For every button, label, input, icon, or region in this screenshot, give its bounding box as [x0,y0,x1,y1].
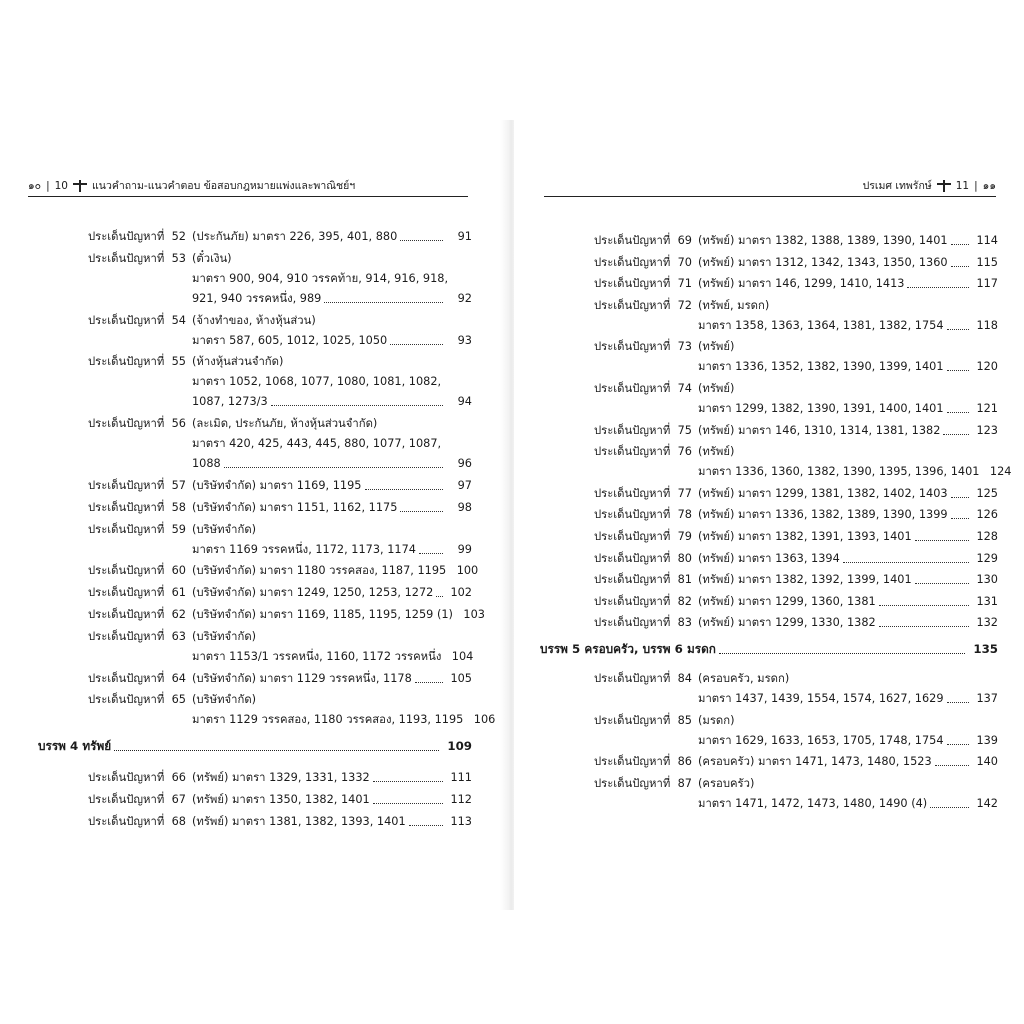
entry-page: 114 [976,234,998,247]
entry-text: 1088 [192,457,221,471]
entry-text: มาตรา 1153/1 วรรคหนึ่ง, 1160, 1172 วรรคหนึ่ง [192,649,442,663]
toc-entry [88,771,472,785]
right-header-rule [544,196,996,197]
entry-number: 57 [171,479,186,492]
entry-page: 126 [976,508,998,522]
toc-entry [594,424,998,438]
entry-text: มาตรา 587, 605, 1012, 1025, 1050 [192,333,388,347]
entry-text: (ทรัพย์) มาตรา 1350, 1382, 1401 [192,793,370,806]
toc-entry [594,616,998,630]
dot-leader [415,681,443,683]
entry-label: ประเด็นปัญหาที่ [88,500,165,514]
dot-leader [843,561,969,563]
dot-leader [114,749,439,751]
entry-text: (ทรัพย์) มาตรา 1329, 1331, 1332 [192,771,370,785]
entry-text: (บริษัทจำกัด) [192,693,257,707]
entry-label: ประเด็นปัญหาที่ [88,564,165,578]
toc-entry-continuation [192,457,472,471]
author-name: ปรเมศ เทพรักษ์ [862,180,932,192]
entry-label: ประเด็นปัญหาที่ [594,277,671,291]
toc-entry-continuation [698,402,998,416]
entry-page: 102 [450,586,472,600]
entry-text: มาตรา 1052, 1068, 1077, 1080, 1081, 1082, [192,375,442,389]
right-page-number-thai: ๑๑ [982,180,996,192]
entry-page: 142 [976,796,998,810]
entry-number: 70 [677,255,692,269]
entry-label: ประเด็นปัญหาที่ [88,417,165,431]
entry-text: (ทรัพย์) มาตรา 1312, 1342, 1343, 1350, 1360 [698,255,948,269]
entry-page: 106 [473,713,496,727]
entry-page: 117 [976,277,998,291]
toc-entry-continuation [192,272,472,286]
entry-text: มาตรา 1169 วรรคหนึ่ง, 1172, 1173, 1174 [192,542,416,556]
toc-entry [88,586,472,600]
entry-number: 86 [677,755,692,769]
entry-page: 99 [457,542,472,556]
toc-entry [594,256,998,270]
entry-text: (ทรัพย์) มาตรา 1381, 1382, 1393, 1401 [192,814,406,828]
left-page [8,0,506,1024]
entry-text: (ทรัพย์, มรดก) [698,298,770,312]
entry-page: 98 [457,500,472,514]
entry-page: 130 [976,573,998,587]
entry-text: (ทรัพย์) มาตรา 1382, 1391, 1393, 1401 [698,530,912,543]
entry-number: 59 [171,522,186,536]
entry-page: 140 [976,755,998,769]
entry-label: ประเด็นปัญหาที่ [88,522,165,536]
toc-entry [594,530,998,544]
dot-leader [930,806,969,808]
toc-entry-continuation [698,692,998,706]
entry-text: (ประกันภัย) มาตรา 226, 395, 401, 880 [192,230,398,243]
left-page-number-thai: ๑๐ [28,180,42,192]
entry-number: 80 [677,551,692,565]
entry-page: 118 [976,318,998,332]
toc-entry [88,564,479,578]
entry-number: 76 [677,445,692,459]
scales-of-justice-icon [73,180,87,192]
dot-leader [419,552,443,554]
toc-entry [594,299,998,313]
toc-entry [594,234,998,248]
entry-page: 129 [976,551,998,565]
entry-label: ประเด็นปัญหาที่ [594,486,671,500]
entry-label: ประเด็นปัญหาที่ [594,340,671,354]
section-page: 109 [447,739,472,754]
dot-leader [947,411,969,413]
dot-leader [373,802,443,804]
toc-entry [594,340,998,354]
entry-number: 81 [677,573,692,587]
entry-text: มาตรา 1437, 1439, 1554, 1574, 1627, 1629 [698,692,944,705]
entry-page: 94 [457,395,472,409]
entry-text: (บริษัทจำกัด) มาตรา 1169, 1185, 1195, 1259 (1) [192,608,453,621]
entry-text: (บริษัทจำกัด) มาตรา 1180 วรรคสอง, 1187, 1195 [192,564,447,578]
scales-of-justice-icon [937,180,951,192]
entry-text: มาตรา 1129 วรรคสอง, 1180 วรรคสอง, 1193, 1195 [192,713,464,727]
dot-leader [943,433,969,435]
entry-page: 105 [450,671,472,685]
section-heading [540,642,998,657]
entry-number: 54 [171,313,186,327]
entry-page: 100 [456,564,479,578]
entry-text: มาตรา 1299, 1382, 1390, 1391, 1400, 1401 [698,402,944,415]
entry-text: (ทรัพย์) [698,340,735,354]
entry-number: 64 [171,671,186,685]
entry-page: 111 [450,771,472,785]
entry-label: ประเด็นปัญหาที่ [88,479,165,492]
entry-number: 65 [171,693,186,707]
entry-text: (จ้างทำของ, ห้างหุ้นส่วน) [192,313,316,327]
dot-leader [324,301,443,303]
entry-page: 132 [976,616,998,630]
entry-label: ประเด็นปัญหาที่ [594,445,671,459]
toc-entry-continuation [192,375,472,389]
entry-page: 103 [463,608,485,621]
toc-entry-continuation [698,797,998,811]
dot-leader [947,369,969,371]
dot-leader [271,404,443,406]
toc-entry-continuation [192,437,472,451]
toc-entry [594,552,998,566]
entry-number: 55 [171,355,186,369]
dot-leader [947,743,969,745]
entry-page: 137 [976,692,998,705]
left-page-number: 10 [54,180,68,192]
entry-label: ประเด็นปัญหาที่ [88,814,165,828]
toc-entry [88,230,472,244]
dot-leader [719,652,965,654]
toc-entry [88,417,472,431]
toc-entry [594,573,998,587]
toc-entry [594,487,998,501]
entry-text: (บริษัทจำกัด) [192,629,257,643]
toc-entry [88,693,472,707]
entry-text: (ทรัพย์) มาตรา 146, 1310, 1314, 1381, 1382 [698,423,941,437]
entry-label: ประเด็นปัญหาที่ [594,573,671,587]
entry-page: 92 [457,291,472,305]
entry-label: ประเด็นปัญหาที่ [594,508,671,522]
toc-entry [594,595,998,609]
entry-number: 83 [677,616,692,630]
dot-leader [224,466,443,468]
entry-label: ประเด็นปัญหาที่ [594,713,671,727]
dot-leader [951,517,969,519]
entry-label: ประเด็นปัญหาที่ [594,616,671,630]
entry-label: ประเด็นปัญหาที่ [594,423,671,437]
entry-page: 123 [976,423,998,437]
entry-text: มาตรา 420, 425, 443, 445, 880, 1077, 1087, [192,437,442,451]
toc-entry [594,508,998,522]
entry-label: ประเด็นปัญหาที่ [88,793,165,806]
section-title: บรรพ 5 ครอบครัว, บรรพ 6 มรดก [540,642,716,656]
entry-number: 71 [677,277,692,291]
entry-page: 125 [976,486,998,500]
entry-text: 921, 940 วรรคหนึ่ง, 989 [192,291,322,305]
book-title: แนวคำถาม-แนวคำตอบ ข้อสอบกฎหมายแพ่งและพาณิชย์ฯ [92,180,356,192]
dot-leader [951,496,969,498]
entry-number: 63 [171,629,186,643]
entry-page: 93 [457,333,472,347]
entry-text: (ครอบครัว) [698,776,755,790]
toc-entry [594,445,998,459]
entry-number: 67 [171,793,186,806]
dot-leader [915,582,969,584]
toc-entry-continuation [698,734,998,748]
toc-entry [88,314,472,328]
entry-label: ประเด็นปัญหาที่ [88,586,165,600]
entry-label: ประเด็นปัญหาที่ [594,551,671,565]
section-page: 135 [973,642,998,656]
entry-label: ประเด็นปัญหาที่ [594,298,671,312]
entry-number: 53 [171,251,186,265]
entry-label: ประเด็นปัญหาที่ [88,355,165,369]
toc-entry-continuation [192,395,472,409]
entry-page: 120 [976,360,998,374]
toc-entry [594,277,998,291]
entry-text: (ทรัพย์) [698,382,735,395]
entry-text: (ละเมิด, ประกันภัย, ห้างหุ้นส่วนจำกัด) [192,417,378,431]
dot-leader [951,265,969,267]
dot-leader [915,539,969,541]
right-page-number: 11 [955,180,970,192]
right-running-head: ปรเมศ เทพรักษ์ 11 | ๑๑ [862,180,996,192]
dot-leader [935,764,969,766]
entry-number: 84 [677,672,692,685]
entry-page: 121 [976,402,998,415]
entry-number: 87 [677,776,692,790]
entry-page: 96 [457,457,472,471]
entry-page: 139 [976,733,998,747]
entry-text: มาตรา 900, 904, 910 วรรคท้าย, 914, 916, 918, [192,271,449,285]
entry-text: (ทรัพย์) มาตรา 1299, 1360, 1381 [698,594,876,608]
toc-entry [88,630,472,644]
entry-text: 1087, 1273/3 [192,395,268,409]
entry-page: 104 [451,649,474,663]
dot-leader [373,780,443,782]
entry-label: ประเด็นปัญหาที่ [88,230,165,243]
entry-number: 74 [677,382,692,395]
entry-page: 131 [976,594,998,608]
entry-text: มาตรา 1336, 1360, 1382, 1390, 1395, 1396, 1401 [698,465,980,479]
toc-entry [594,672,998,686]
toc-entry-continuation [698,360,998,374]
toc-entry-continuation [698,319,998,333]
section-title: บรรพ 4 ทรัพย์ [38,739,112,754]
entry-label: ประเด็นปัญหาที่ [594,382,671,395]
entry-label: ประเด็นปัญหาที่ [594,776,671,790]
dot-leader [436,595,443,597]
toc-entry-continuation [192,713,496,727]
entry-label: ประเด็นปัญหาที่ [594,594,671,608]
entry-label: ประเด็นปัญหาที่ [594,530,671,543]
dot-leader [879,625,969,627]
entry-text: มาตรา 1336, 1352, 1382, 1390, 1399, 1401 [698,360,944,374]
toc-entry [594,714,998,728]
entry-label: ประเด็นปัญหาที่ [88,629,165,643]
entry-label: ประเด็นปัญหาที่ [88,693,165,707]
dot-leader [947,701,969,703]
entry-number: 66 [171,771,186,785]
entry-label: ประเด็นปัญหาที่ [594,255,671,269]
entry-text: (ทรัพย์) มาตรา 1363, 1394 [698,551,840,565]
left-running-head: ๑๐ | 10 แนวคำถาม-แนวคำตอบ ข้อสอบกฎหมายแพ่งและพาณิชย์ฯ [28,180,356,192]
dot-leader [947,328,969,330]
dot-leader [879,604,969,606]
toc-entry [88,672,472,686]
toc-entry [88,501,472,515]
toc-entry [88,608,485,622]
entry-number: 77 [677,486,692,500]
entry-text: (ทรัพย์) มาตรา 1336, 1382, 1389, 1390, 1399 [698,508,948,522]
entry-number: 85 [677,713,692,727]
dot-leader [409,824,443,826]
entry-text: (บริษัทจำกัด) [192,522,257,536]
entry-label: ประเด็นปัญหาที่ [88,313,165,327]
toc-entry [88,355,472,369]
entry-page: 91 [457,230,472,243]
entry-number: 73 [677,340,692,354]
entry-text: (บริษัทจำกัด) มาตรา 1169, 1195 [192,479,362,492]
entry-page: 124 [989,465,1012,479]
entry-number: 79 [677,530,692,543]
dot-leader [951,243,969,245]
entry-text: (ทรัพย์) [698,445,735,459]
entry-text: (ทรัพย์) มาตรา 146, 1299, 1410, 1413 [698,277,905,291]
entry-number: 62 [171,608,186,621]
entry-label: ประเด็นปัญหาที่ [88,671,165,685]
entry-text: (บริษัทจำกัด) มาตรา 1249, 1250, 1253, 1272 [192,586,434,600]
entry-text: มาตรา 1358, 1363, 1364, 1381, 1382, 1754 [698,318,944,332]
entry-number: 72 [677,298,692,312]
entry-text: (บริษัทจำกัด) มาตรา 1151, 1162, 1175 [192,500,398,514]
toc-entry [88,523,472,537]
entry-text: (ทรัพย์) มาตรา 1382, 1392, 1399, 1401 [698,573,912,587]
entry-number: 58 [171,500,186,514]
right-page [514,0,1016,1024]
toc-entry [88,793,472,807]
section-heading [38,739,472,754]
dot-leader [390,343,443,345]
entry-page: 128 [976,530,998,543]
toc-entry-continuation [698,465,1012,479]
toc-entry-continuation [192,543,472,557]
toc-entry-continuation [192,334,472,348]
left-header-rule [28,196,468,197]
toc-entry-continuation [192,292,472,306]
entry-number: 60 [171,564,186,578]
entry-text: (ห้างหุ้นส่วนจำกัด) [192,355,284,369]
toc-entry [594,755,998,769]
entry-number: 68 [171,814,186,828]
entry-text: (ครอบครัว, มรดก) [698,672,790,685]
dot-leader [400,510,443,512]
toc-entry [594,382,998,396]
entry-text: (ครอบครัว) มาตรา 1471, 1473, 1480, 1523 [698,755,932,769]
entry-page: 115 [976,255,998,269]
entry-text: (บริษัทจำกัด) มาตรา 1129 วรรคหนึ่ง, 1178 [192,671,412,685]
entry-text: มาตรา 1629, 1633, 1653, 1705, 1748, 1754 [698,733,944,747]
entry-page: 112 [450,793,472,806]
entry-number: 52 [171,230,186,243]
entry-label: ประเด็นปัญหาที่ [594,672,671,685]
dot-leader [907,286,969,288]
entry-label: ประเด็นปัญหาที่ [594,234,671,247]
entry-number: 75 [677,423,692,437]
entry-number: 82 [677,594,692,608]
entry-label: ประเด็นปัญหาที่ [88,608,165,621]
toc-entry [88,815,472,829]
entry-label: ประเด็นปัญหาที่ [88,771,165,785]
entry-text: มาตรา 1471, 1472, 1473, 1480, 1490 (4) [698,796,928,810]
entry-page: 113 [450,814,472,828]
entry-text: (มรดก) [698,713,735,727]
entry-text: (ทรัพย์) มาตรา 1299, 1381, 1382, 1402, 1403 [698,486,948,500]
dot-leader [365,488,444,490]
entry-label: ประเด็นปัญหาที่ [88,251,165,265]
entry-page: 97 [457,479,472,492]
entry-text: (ทรัพย์) มาตรา 1299, 1330, 1382 [698,616,876,630]
toc-entry [88,479,472,493]
dot-leader [400,239,443,241]
entry-number: 56 [171,417,186,431]
toc-entry [594,777,998,791]
toc-entry [88,252,472,266]
entry-number: 61 [171,586,186,600]
entry-text: (ตั๋วเงิน) [192,251,232,265]
entry-number: 69 [677,234,692,247]
entry-text: (ทรัพย์) มาตรา 1382, 1388, 1389, 1390, 1401 [698,234,948,247]
entry-number: 78 [677,508,692,522]
toc-entry-continuation [192,650,472,664]
entry-label: ประเด็นปัญหาที่ [594,755,671,769]
